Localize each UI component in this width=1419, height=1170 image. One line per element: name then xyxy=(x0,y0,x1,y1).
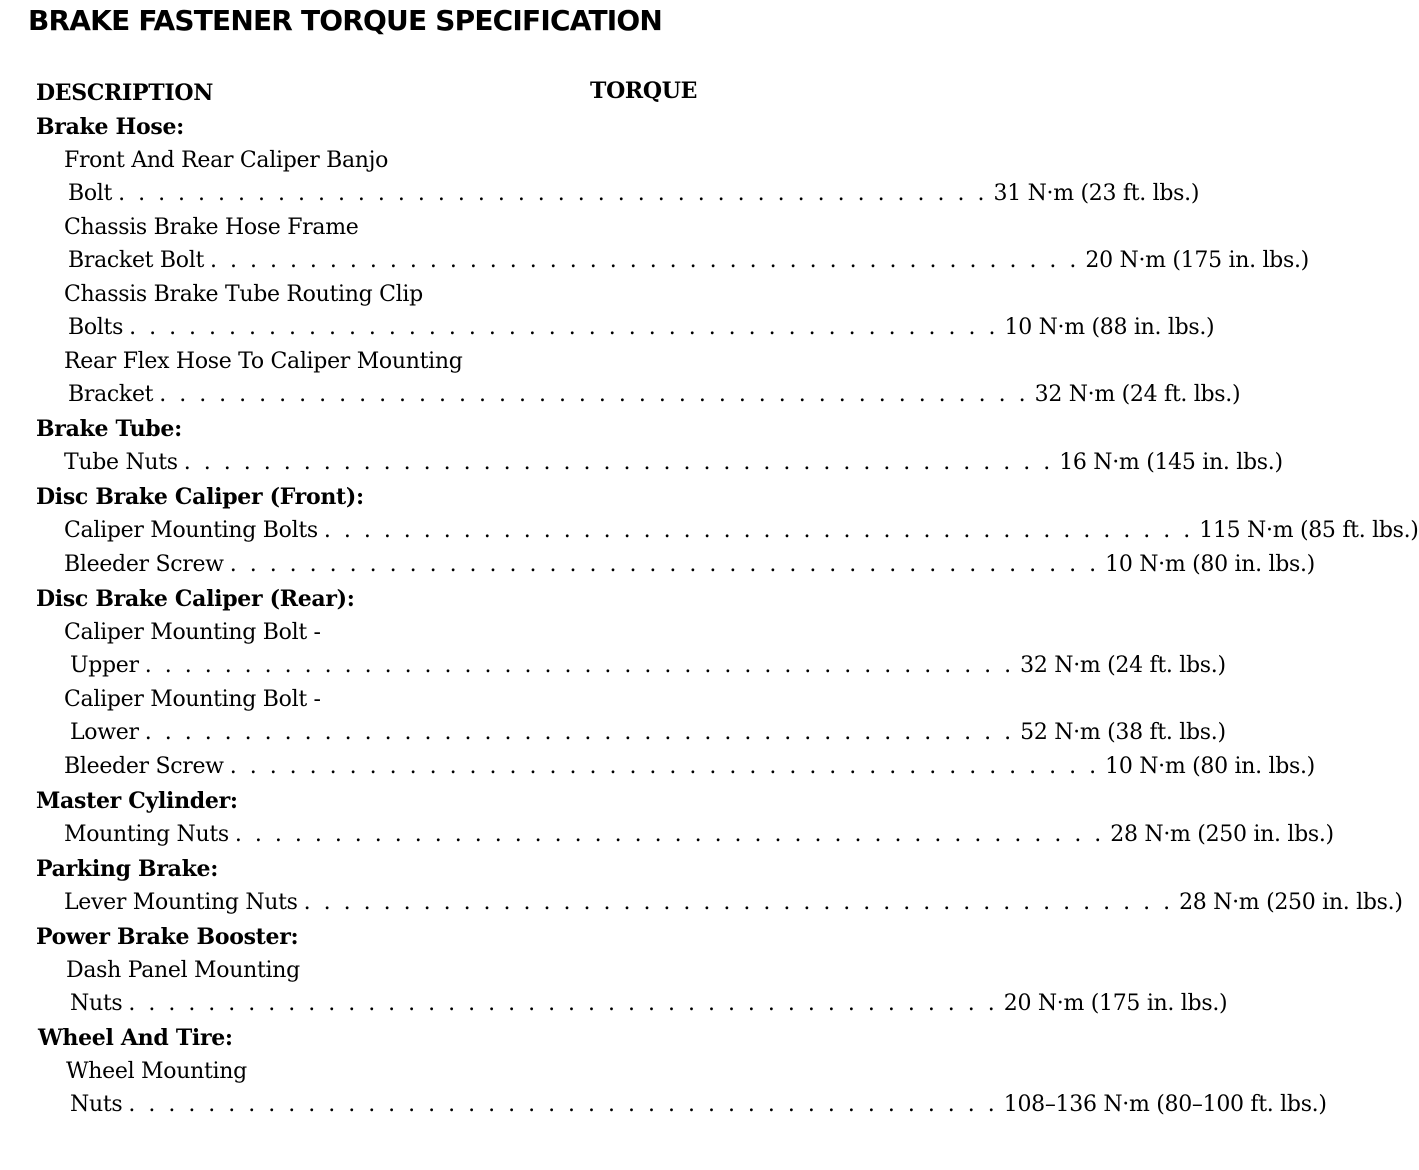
item-label: Mounting Nuts xyxy=(64,822,229,847)
dot-leader: . . . . . . . . . . . . . . . . . . . . . . . . . . . . . . . . . . . . . . . . . . . . xyxy=(128,1092,998,1117)
item-label: Caliper Mounting Bolt - xyxy=(64,687,321,712)
table-row xyxy=(70,1088,1327,1122)
table-row xyxy=(68,177,1200,211)
section-heading-caliper-rear: Disc Brake Caliper (Rear): xyxy=(36,586,355,612)
torque-header: TORQUE xyxy=(590,78,698,104)
page-title: BRAKE FASTENER TORQUE SPECIFICATION xyxy=(28,4,662,37)
item-label: Bolts xyxy=(68,315,124,340)
item-label: Caliper Mounting Bolt - xyxy=(64,620,321,645)
table-row xyxy=(64,548,1315,582)
dot-leader: . . . . . . . . . . . . . . . . . . . . . . . . . . . . . . . . . . . . . . . . . . . . xyxy=(129,315,999,340)
dot-leader: . . . . . . . . . . . . . . . . . . . . . . . . . . . . . . . . . . . . . . . . . . . . xyxy=(303,890,1174,915)
item-label: Front And Rear Caliper Banjo xyxy=(64,148,389,173)
item-label: Bolt xyxy=(68,181,113,206)
torque-value: 31 N·m (23 ft. lbs.) xyxy=(993,181,1200,206)
torque-value: 16 N·m (145 in. lbs.) xyxy=(1059,450,1283,475)
table-row xyxy=(64,750,1315,784)
item-label: Nuts xyxy=(70,991,123,1016)
item-label: Nuts xyxy=(70,1092,123,1117)
dot-leader: . . . . . . . . . . . . . . . . . . . . . . . . . . . . . . . . . . . . . . . . . . . . xyxy=(118,181,988,206)
torque-value: 52 N·m (38 ft. lbs.) xyxy=(1020,720,1226,745)
item-label: Wheel Mounting xyxy=(66,1059,247,1084)
item-label: Tube Nuts xyxy=(64,450,178,475)
table-row xyxy=(64,446,1283,480)
torque-value: 32 N·m (24 ft. lbs.) xyxy=(1020,653,1226,678)
torque-value: 32 N·m (24 ft. lbs.) xyxy=(1034,382,1241,407)
torque-value: 10 N·m (88 in. lbs.) xyxy=(1004,315,1215,340)
table-row xyxy=(64,818,1334,852)
table-row xyxy=(70,987,1228,1021)
item-label: Bleeder Screw xyxy=(64,552,224,577)
torque-value: 115 N·m (85 ft. lbs.) xyxy=(1199,518,1419,543)
dot-leader: . . . . . . . . . . . . . . . . . . . . . . . . . . . . . . . . . . . . . . . . . . . . xyxy=(210,248,1080,273)
item-label: Lower xyxy=(70,720,139,745)
section-heading-master-cylinder: Master Cylinder: xyxy=(36,788,238,814)
dot-leader: . . . . . . . . . . . . . . . . . . . . . . . . . . . . . . . . . . . . . . . . . . . . xyxy=(229,754,1100,779)
section-heading-wheel-tire: Wheel And Tire: xyxy=(38,1025,233,1051)
torque-value: 108–136 N·m (80–100 ft. lbs.) xyxy=(1003,1092,1327,1117)
dot-leader: . . . . . . . . . . . . . . . . . . . . . . . . . . . . . . . . . . . . . . . . . . . . xyxy=(183,450,1054,475)
table-row xyxy=(64,886,1403,920)
section-heading-caliper-front: Disc Brake Caliper (Front): xyxy=(36,484,364,510)
section-heading-brake-tube: Brake Tube: xyxy=(36,416,182,442)
dot-leader: . . . . . . . . . . . . . . . . . . . . . . . . . . . . . . . . . . . . . . . . . . . . xyxy=(128,991,998,1016)
torque-value: 10 N·m (80 in. lbs.) xyxy=(1105,754,1315,779)
item-label: Upper xyxy=(70,653,139,678)
torque-value: 20 N·m (175 in. lbs.) xyxy=(1003,991,1228,1016)
item-label: Bracket xyxy=(68,382,154,407)
table-row xyxy=(64,514,1419,548)
torque-value: 20 N·m (175 in. lbs.) xyxy=(1085,248,1309,273)
item-label: Chassis Brake Tube Routing Clip xyxy=(64,282,423,307)
item-label: Caliper Mounting Bolts xyxy=(64,518,318,543)
item-label: Bleeder Screw xyxy=(64,754,224,779)
section-heading-parking-brake: Parking Brake: xyxy=(36,856,219,882)
dot-leader: . . . . . . . . . . . . . . . . . . . . . . . . . . . . . . . . . . . . . . . . . . . . xyxy=(229,552,1100,577)
table-row xyxy=(68,378,1241,412)
table-row xyxy=(70,716,1226,750)
dot-leader: . . . . . . . . . . . . . . . . . . . . . . . . . . . . . . . . . . . . . . . . . . . . xyxy=(159,382,1029,407)
description-header: DESCRIPTION xyxy=(36,80,213,106)
dot-leader: . . . . . . . . . . . . . . . . . . . . . . . . . . . . . . . . . . . . . . . . . . . . xyxy=(144,653,1015,678)
table-row xyxy=(68,311,1215,345)
item-label: Bracket Bolt xyxy=(68,248,204,273)
item-label: Rear Flex Hose To Caliper Mounting xyxy=(64,349,463,374)
section-heading-brake-hose: Brake Hose: xyxy=(36,114,185,140)
dot-leader: . . . . . . . . . . . . . . . . . . . . . . . . . . . . . . . . . . . . . . . . . . . . xyxy=(144,720,1015,745)
item-label: Dash Panel Mounting xyxy=(66,958,300,983)
item-label: Lever Mounting Nuts xyxy=(64,890,298,915)
torque-value: 10 N·m (80 in. lbs.) xyxy=(1105,552,1315,577)
table-row xyxy=(70,649,1226,683)
section-heading-booster: Power Brake Booster: xyxy=(36,924,299,950)
dot-leader: . . . . . . . . . . . . . . . . . . . . . . . . . . . . . . . . . . . . . . . . . . . . xyxy=(234,822,1105,847)
dot-leader: . . . . . . . . . . . . . . . . . . . . . . . . . . . . . . . . . . . . . . . . . . . . xyxy=(323,518,1194,543)
torque-value: 28 N·m (250 in. lbs.) xyxy=(1110,822,1334,847)
torque-value: 28 N·m (250 in. lbs.) xyxy=(1179,890,1403,915)
table-row xyxy=(68,244,1309,278)
item-label: Chassis Brake Hose Frame xyxy=(64,215,359,240)
